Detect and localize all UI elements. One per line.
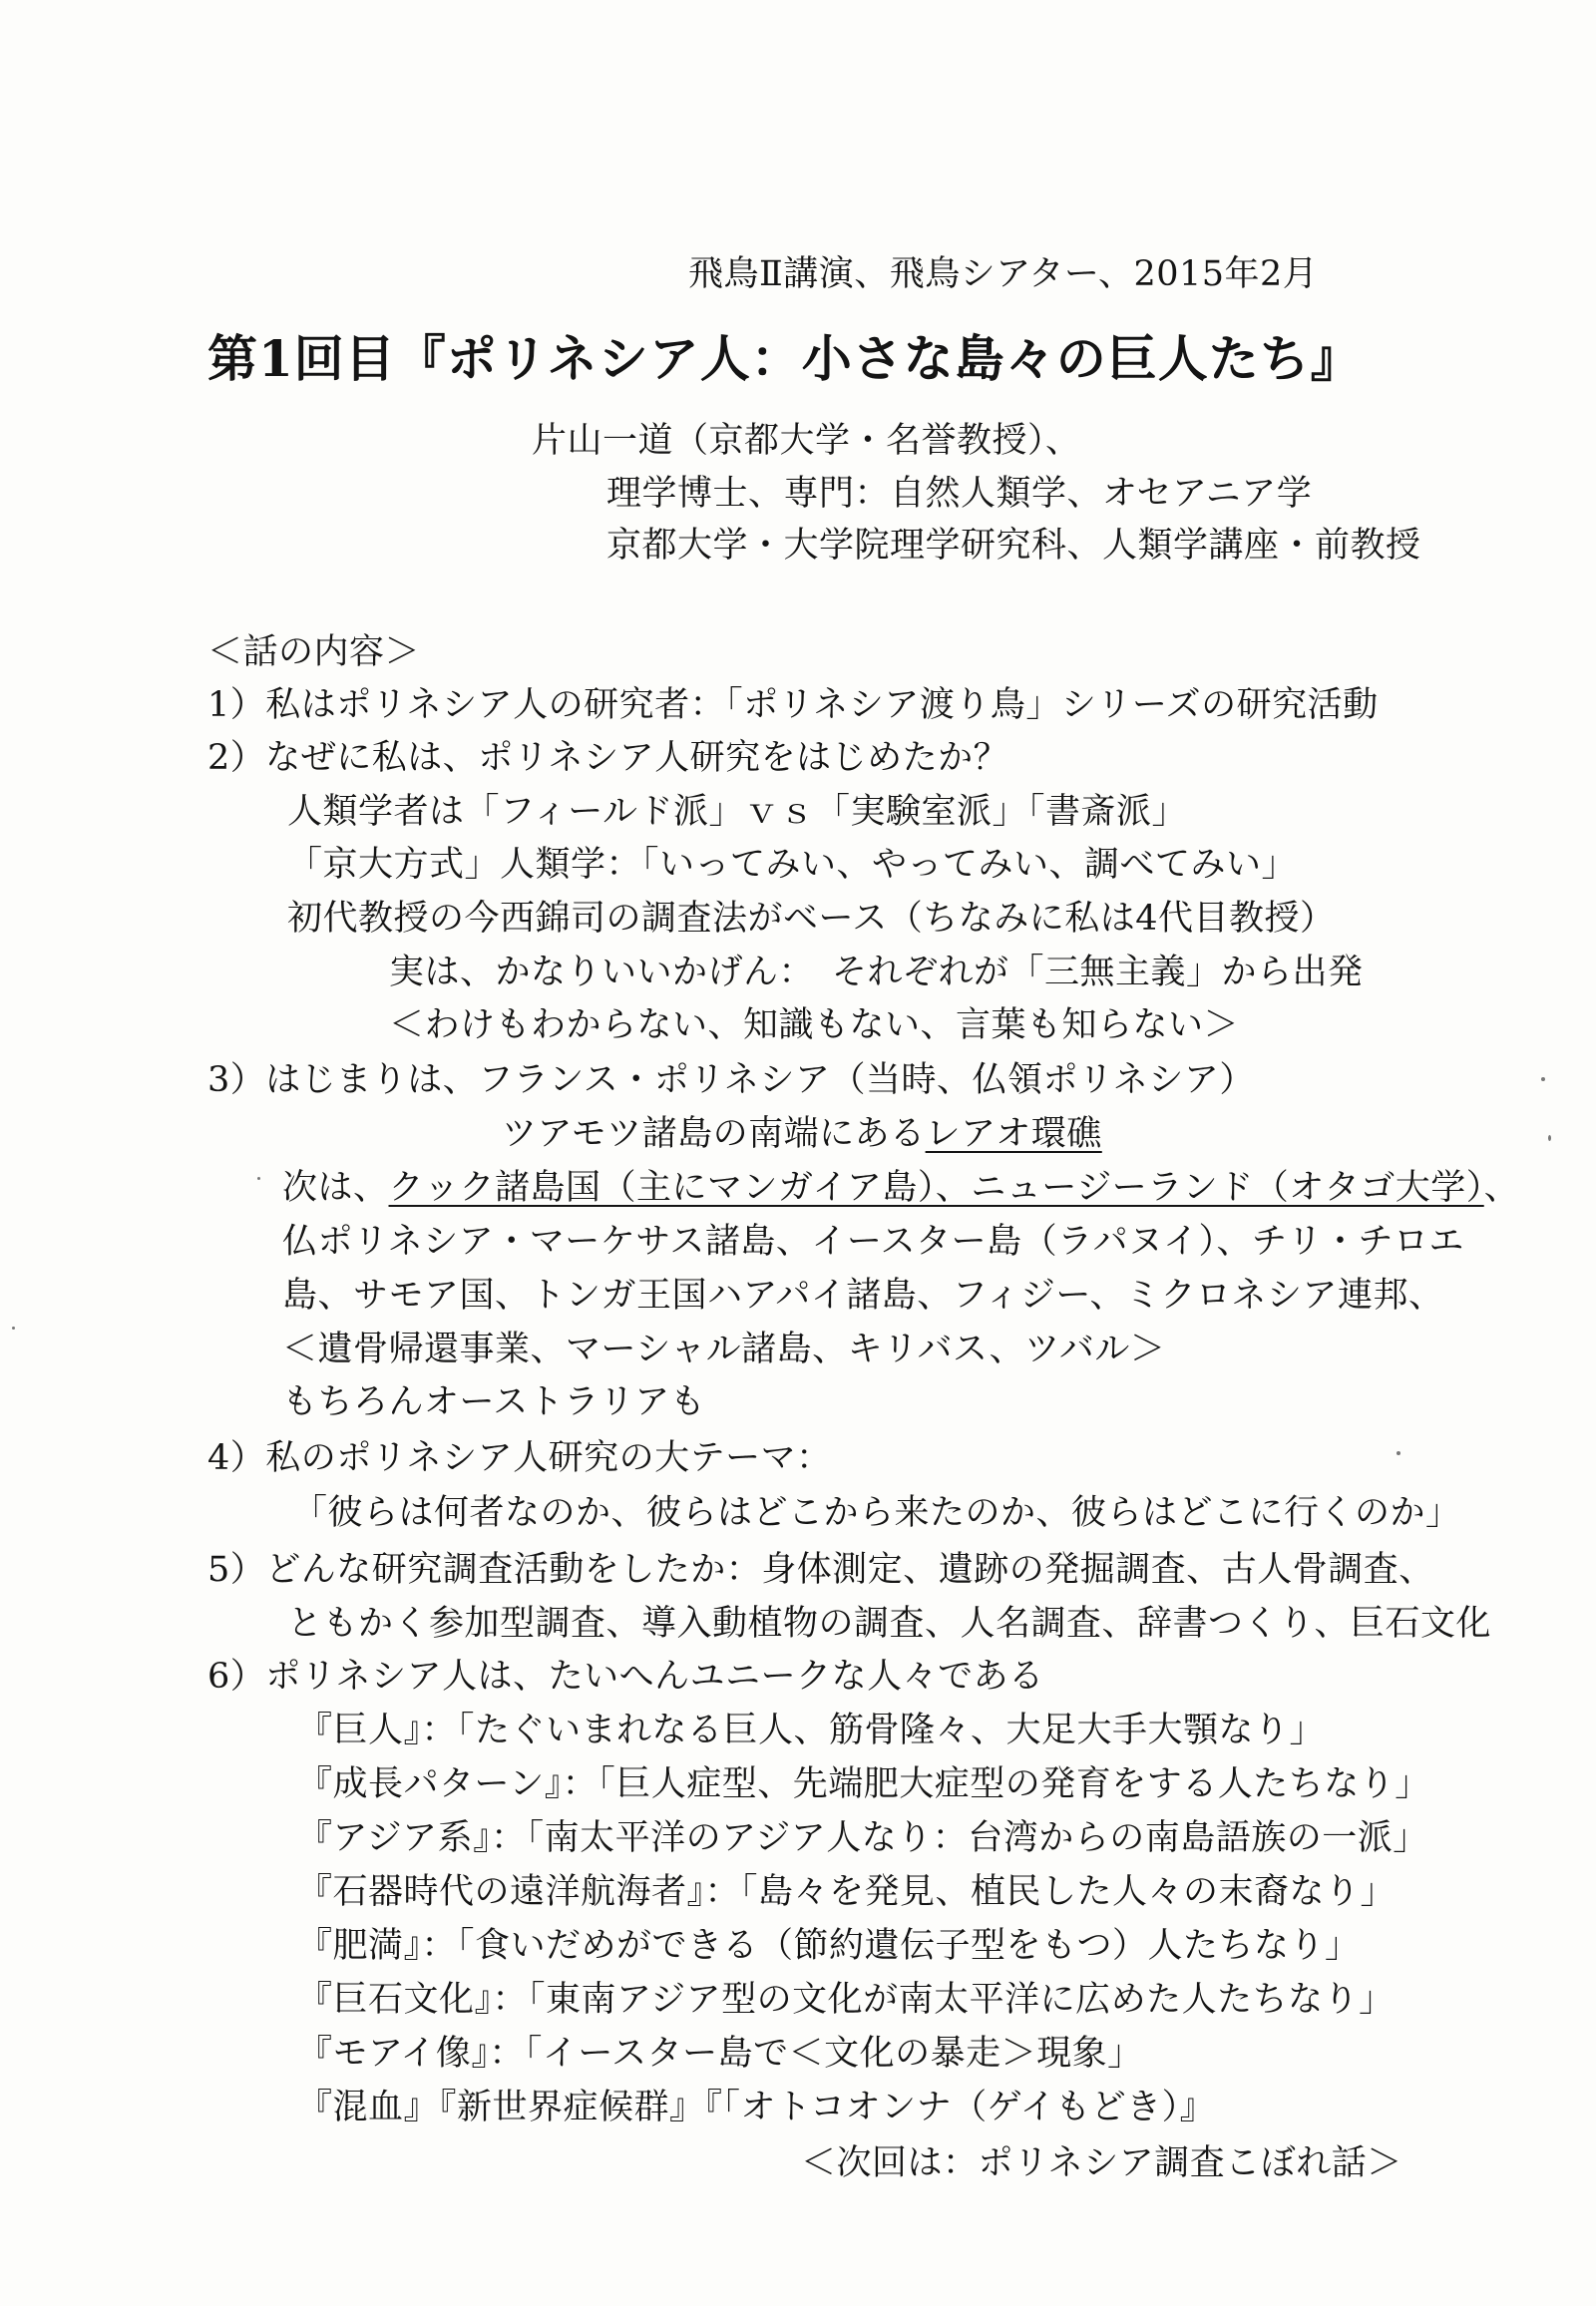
lecture-title: 第1回目『ポリネシア人：小さな島々の巨人たち』 xyxy=(207,329,1362,388)
item-2-line-e: ＜わけもわからない、知識もない、言葉も知らない＞ xyxy=(389,1005,1240,1045)
trait-giant: 『巨人』：「たぐいまれなる巨人、筋骨隆々、大足大手大顎なり」 xyxy=(297,1711,1326,1750)
item-5-line-a: ともかく参加型調査、導入動植物の調査、人名調査、辞書つくり、巨石文化 xyxy=(287,1604,1492,1644)
trait-asian-origin: 『アジア系』：「南太平洋のアジア人なり：台湾からの南島語族の一派」 xyxy=(297,1818,1428,1858)
item-3-line-f: もちろんオーストラリアも xyxy=(282,1382,706,1422)
item-2-line-c: 初代教授の今西錦司の調査法がベース（ちなみに私は4代目教授） xyxy=(287,899,1336,939)
scan-speck xyxy=(1548,1135,1551,1141)
scan-speck xyxy=(1541,1077,1545,1081)
item-3-line-b xyxy=(282,1168,1520,1208)
item-3-line-d: 島、サモア国、トンガ王国ハアパイ諸島、フィジー、ミクロネシア連邦、 xyxy=(282,1276,1444,1316)
author-affiliation-line: 京都大学・大学院理学研究科、人類学講座・前教授 xyxy=(606,526,1421,566)
item-3-line-a-text: ツアモツ諸島の南端にある xyxy=(502,1114,926,1154)
next-session-note: ＜次回は：ポリネシア調査こぼれ話＞ xyxy=(801,2143,1402,2183)
item-3-line-e: ＜遺骨帰還事業、マーシャル諸島、キリバス、ツバル＞ xyxy=(282,1330,1166,1369)
cook-islands-nz-underlined: クック諸島国（主にマンガイア島）、ニュージーランド（オタゴ大学） xyxy=(388,1168,1484,1208)
scan-speck xyxy=(12,1327,15,1330)
trait-mixed-blood: 『混血』『新世界症候群』『「オトコオンナ（ゲイもどき）』 xyxy=(297,2088,1216,2127)
reao-atoll-underlined: レアオ環礁 xyxy=(925,1114,1102,1154)
section-heading: ＜話の内容＞ xyxy=(207,632,421,672)
item-4-line-a: 「彼らは何者なのか、彼らはどこから来たのか、彼らはどこに行くのか」 xyxy=(292,1493,1461,1533)
item-3-line-c: 仏ポリネシア・マーケサス諸島、イースター島（ラパヌイ）、チリ・チロエ xyxy=(282,1222,1464,1262)
item-3-line-b-lead: 次は、 xyxy=(282,1168,389,1208)
item-2-line-a: 人類学者は「フィールド派」ｖｓ「実験室派」「書斎派」 xyxy=(287,792,1188,832)
item-6: 6）ポリネシア人は、たいへんユニークな人々である xyxy=(207,1657,1044,1697)
trait-stone-age-navigators: 『石器時代の遠洋航海者』：「島々を発見、植民した人々の末裔なり」 xyxy=(297,1872,1396,1912)
item-3-line-a xyxy=(502,1114,1102,1154)
item-3: 3）はじまりは、フランス・ポリネシア（当時、仏領ポリネシア） xyxy=(207,1060,1255,1100)
item-4: 4）私のポリネシア人研究の大テーマ： xyxy=(207,1438,832,1478)
item-3-line-b-comma: 、 xyxy=(1483,1168,1520,1208)
trait-growth-pattern: 『成長パターン』：「巨人症型、先端肥大症型の発育をする人たちなり」 xyxy=(297,1764,1430,1804)
author-degree-line: 理学博士、専門：自然人類学、オセアニア学 xyxy=(606,474,1313,514)
item-2-line-b: 「京大方式」人類学：「いってみい、やってみい、調べてみい」 xyxy=(287,845,1298,885)
trait-megalithic-culture: 『巨石文化』：「東南アジア型の文化が南太平洋に広めた人たちなり」 xyxy=(297,1980,1395,2020)
item-1: 1）私はポリネシア人の研究者：「ポリネシア渡り鳥」シリーズの研究活動 xyxy=(207,685,1379,725)
scan-speck xyxy=(1396,1451,1400,1455)
item-2-line-d: 実は、かなりいいかげん： それぞれが「三無主義」から出発 xyxy=(389,953,1364,992)
trait-obesity: 『肥満』：「食いだめができる（節約遺伝子型をもつ）人たちなり」 xyxy=(297,1926,1361,1966)
item-5: 5）どんな研究調査活動をしたか：身体測定、遺跡の発掘調査、古人骨調査、 xyxy=(207,1550,1434,1590)
item-2: 2）なぜに私は、ポリネシア人研究をはじめたか？ xyxy=(207,738,1009,778)
author-name-line: 片山一道（京都大学・名誉教授）、 xyxy=(532,421,1081,461)
scan-speck xyxy=(257,1177,260,1180)
trait-moai: 『モアイ像』：「イースター島で＜文化の暴走＞現象」 xyxy=(297,2034,1143,2074)
event-header: 飛鳥Ⅱ講演、飛鳥シアター、2015年2月 xyxy=(688,254,1319,294)
